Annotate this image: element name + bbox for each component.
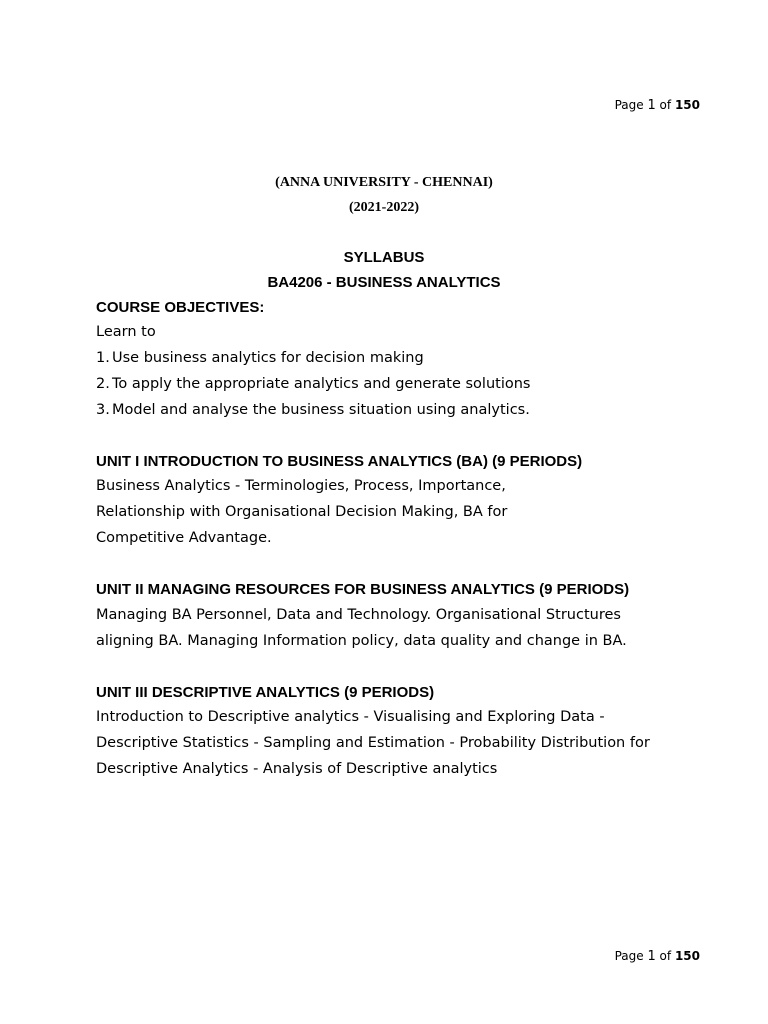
unit-3-line: Descriptive Analytics - Analysis of Descriptive analytics bbox=[96, 761, 498, 777]
page-of: of bbox=[655, 949, 675, 963]
syllabus-title: SYLLABUS bbox=[343, 249, 425, 266]
objective-text: Model and analyse the business situation using analytics. bbox=[112, 402, 530, 418]
objectives-intro: Learn to bbox=[96, 324, 156, 340]
unit-3-heading: UNIT III DESCRIPTIVE ANALYTICS (9 PERIODS) bbox=[96, 684, 435, 701]
unit-1-line: Relationship with Organisational Decision Making, BA for bbox=[96, 504, 508, 520]
unit-2-line: aligning BA. Managing Information policy, data quality and change in BA. bbox=[96, 633, 627, 649]
page-label: Page bbox=[614, 949, 648, 963]
unit-1-line: Competitive Advantage. bbox=[96, 530, 272, 546]
objective-text: Use business analytics for decision making bbox=[112, 350, 424, 366]
unit-3-line: Descriptive Statistics - Sampling and Estimation - Probability Distribution for bbox=[96, 735, 650, 751]
unit-2-line: Managing BA Personnel, Data and Technology. Organisational Structures bbox=[96, 607, 621, 623]
objective-item bbox=[96, 350, 424, 366]
unit-1-line: Business Analytics - Terminologies, Process, Importance, bbox=[96, 478, 506, 494]
objective-number: 3. bbox=[96, 402, 110, 418]
objective-text: To apply the appropriate analytics and generate solutions bbox=[112, 376, 531, 392]
page-total: 150 bbox=[674, 98, 700, 112]
objective-item bbox=[96, 376, 530, 392]
academic-year: (2021-2022) bbox=[349, 200, 419, 215]
page-number-bottom bbox=[615, 949, 700, 964]
page-current: 1 bbox=[647, 949, 656, 964]
page-of: of bbox=[655, 98, 675, 112]
unit-1-heading: UNIT I INTRODUCTION TO BUSINESS ANALYTICS (BA) (9 PERIODS) bbox=[96, 453, 583, 470]
unit-2-heading: UNIT II MANAGING RESOURCES FOR BUSINESS ANALYTICS (9 PERIODS) bbox=[96, 581, 630, 598]
unit-3-line: Introduction to Descriptive analytics - Visualising and Exploring Data - bbox=[96, 709, 605, 725]
objective-item bbox=[96, 402, 530, 418]
page-total: 150 bbox=[674, 949, 700, 963]
page-current: 1 bbox=[647, 98, 656, 113]
page-number-top bbox=[615, 98, 700, 113]
page-label: Page bbox=[614, 98, 648, 112]
course-title: BA4206 - BUSINESS ANALYTICS bbox=[267, 274, 501, 291]
university-name: (ANNA UNIVERSITY - CHENNAI) bbox=[275, 175, 493, 190]
objectives-heading: COURSE OBJECTIVES: bbox=[96, 299, 265, 316]
objective-number: 2. bbox=[96, 376, 110, 392]
objective-number: 1. bbox=[96, 350, 110, 366]
